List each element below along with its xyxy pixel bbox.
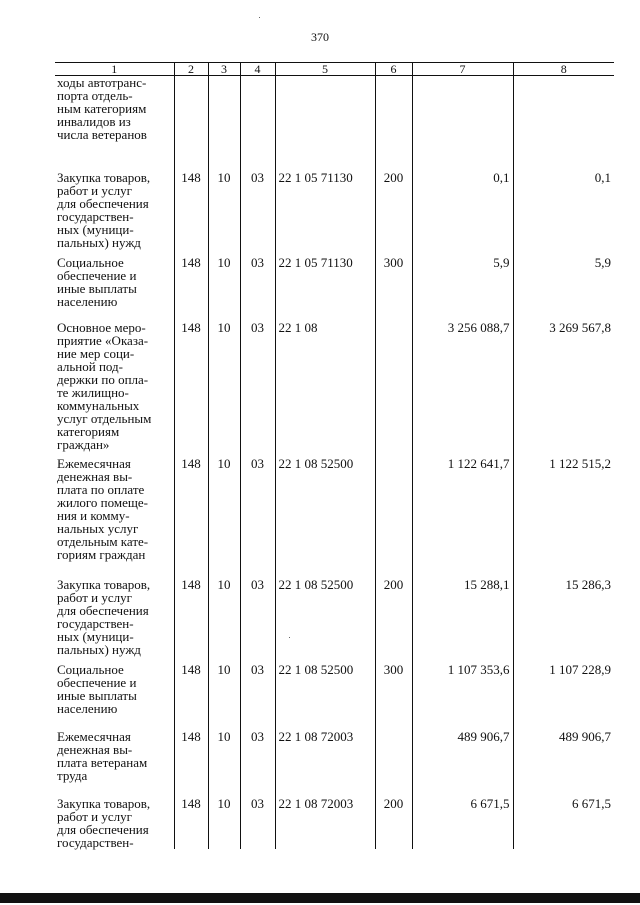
- expense-type-cell: 300: [375, 663, 412, 730]
- expense-type-cell: [375, 321, 412, 457]
- expense-type-cell: 300: [375, 256, 412, 321]
- column-header: 7: [412, 63, 513, 76]
- target-article-cell: 22 1 08 52500: [275, 578, 375, 663]
- subsection-code-cell: 03: [240, 730, 275, 797]
- column-header: 4: [240, 63, 275, 76]
- ministry-code-cell: 148: [174, 171, 208, 256]
- section-code-cell: 10: [208, 256, 240, 321]
- expense-type-cell: [375, 730, 412, 797]
- row-name-cell: Ежемесячная денежная вы- плата ветеранам труда: [57, 729, 148, 783]
- scan-speck: [259, 17, 260, 18]
- table-row: [55, 797, 614, 849]
- section-code-cell: 10: [208, 457, 240, 578]
- amount-year2-cell: 6 671,5: [513, 797, 614, 849]
- subsection-code-cell: [240, 76, 275, 172]
- amount-year1-cell: 1 107 353,6: [412, 663, 513, 730]
- amount-year1-cell: 6 671,5: [412, 797, 513, 849]
- target-article-cell: 22 1 08 72003: [275, 730, 375, 797]
- row-name-cell: Социальное обеспечение и иные выплаты населению: [57, 662, 137, 716]
- section-code-cell: [208, 76, 240, 172]
- table-row: [55, 256, 614, 321]
- table-row: [55, 730, 614, 797]
- subsection-code-cell: 03: [240, 578, 275, 663]
- target-article-cell: 22 1 05 71130: [275, 256, 375, 321]
- row-name-cell: Закупка товаров, работ и услуг для обеспечения государствен-: [57, 796, 151, 850]
- expense-type-cell: 200: [375, 171, 412, 256]
- amount-year2-cell: 5,9: [513, 256, 614, 321]
- amount-year2-cell: 1 122 515,2: [513, 457, 614, 578]
- target-article-cell: [275, 76, 375, 172]
- ministry-code-cell: 148: [174, 457, 208, 578]
- subsection-code-cell: 03: [240, 171, 275, 256]
- table-row: [55, 663, 614, 730]
- amount-year2-cell: 0,1: [513, 171, 614, 256]
- column-header: 6: [375, 63, 412, 76]
- amount-year1-cell: 3 256 088,7: [412, 321, 513, 457]
- expense-type-cell: [375, 76, 412, 172]
- section-code-cell: 10: [208, 171, 240, 256]
- row-name-cell: ходы автотранс- порта отдель- ным категориям инвалидов из числа ветеранов: [57, 75, 147, 142]
- table-row: [55, 578, 614, 663]
- amount-year2-cell: 1 107 228,9: [513, 663, 614, 730]
- expense-type-cell: [375, 457, 412, 578]
- amount-year1-cell: [412, 76, 513, 172]
- column-header: 3: [208, 63, 240, 76]
- ministry-code-cell: [174, 76, 208, 172]
- subsection-code-cell: 03: [240, 321, 275, 457]
- column-header: 1: [55, 63, 174, 76]
- amount-year2-cell: 15 286,3: [513, 578, 614, 663]
- table-header-row: [55, 63, 614, 76]
- section-code-cell: 10: [208, 797, 240, 849]
- amount-year1-cell: 1 122 641,7: [412, 457, 513, 578]
- amount-year1-cell: 489 906,7: [412, 730, 513, 797]
- subsection-code-cell: 03: [240, 797, 275, 849]
- row-name-cell: Социальное обеспечение и иные выплаты населению: [57, 255, 137, 309]
- ministry-code-cell: 148: [174, 663, 208, 730]
- budget-table: [55, 62, 614, 849]
- section-code-cell: 10: [208, 730, 240, 797]
- target-article-cell: 22 1 08: [275, 321, 375, 457]
- table-row: [55, 457, 614, 578]
- subsection-code-cell: 03: [240, 256, 275, 321]
- expense-type-cell: 200: [375, 797, 412, 849]
- column-header: 2: [174, 63, 208, 76]
- row-name-cell: Закупка товаров, работ и услуг для обеспечения государствен- ных (муници- пальных) нужд: [57, 577, 151, 657]
- section-code-cell: 10: [208, 321, 240, 457]
- column-header: 8: [513, 63, 614, 76]
- ministry-code-cell: 148: [174, 321, 208, 457]
- row-name-cell: Закупка товаров, работ и услуг для обеспечения государствен- ных (муници- пальных) нужд: [57, 170, 151, 250]
- target-article-cell: 22 1 05 71130: [275, 171, 375, 256]
- target-article-cell: 22 1 08 52500: [275, 457, 375, 578]
- column-header: 5: [275, 63, 375, 76]
- table-row: [55, 171, 614, 256]
- amount-year2-cell: 489 906,7: [513, 730, 614, 797]
- ministry-code-cell: 148: [174, 256, 208, 321]
- amount-year1-cell: 15 288,1: [412, 578, 513, 663]
- scan-bottom-edge: [0, 893, 640, 903]
- expense-type-cell: 200: [375, 578, 412, 663]
- section-code-cell: 10: [208, 663, 240, 730]
- amount-year2-cell: 3 269 567,8: [513, 321, 614, 457]
- ministry-code-cell: 148: [174, 578, 208, 663]
- ministry-code-cell: 148: [174, 730, 208, 797]
- section-code-cell: 10: [208, 578, 240, 663]
- row-name-cell: Основное меро- приятие «Оказа- ние мер соци- альной под- держки по опла- те жилищно- коммунальных услуг отдельным категориям граждан»: [57, 320, 152, 452]
- page-number: 370: [311, 30, 329, 44]
- row-name-cell: Ежемесячная денежная вы- плата по оплате жилого помеще- ния и комму- нальных услуг отдельным кате- гориям граждан: [57, 456, 149, 562]
- amount-year1-cell: 0,1: [412, 171, 513, 256]
- amount-year1-cell: 5,9: [412, 256, 513, 321]
- table-row: [55, 76, 614, 172]
- table-row: [55, 321, 614, 457]
- subsection-code-cell: 03: [240, 457, 275, 578]
- target-article-cell: 22 1 08 72003: [275, 797, 375, 849]
- target-article-cell: 22 1 08 52500: [275, 663, 375, 730]
- amount-year2-cell: [513, 76, 614, 172]
- subsection-code-cell: 03: [240, 663, 275, 730]
- ministry-code-cell: 148: [174, 797, 208, 849]
